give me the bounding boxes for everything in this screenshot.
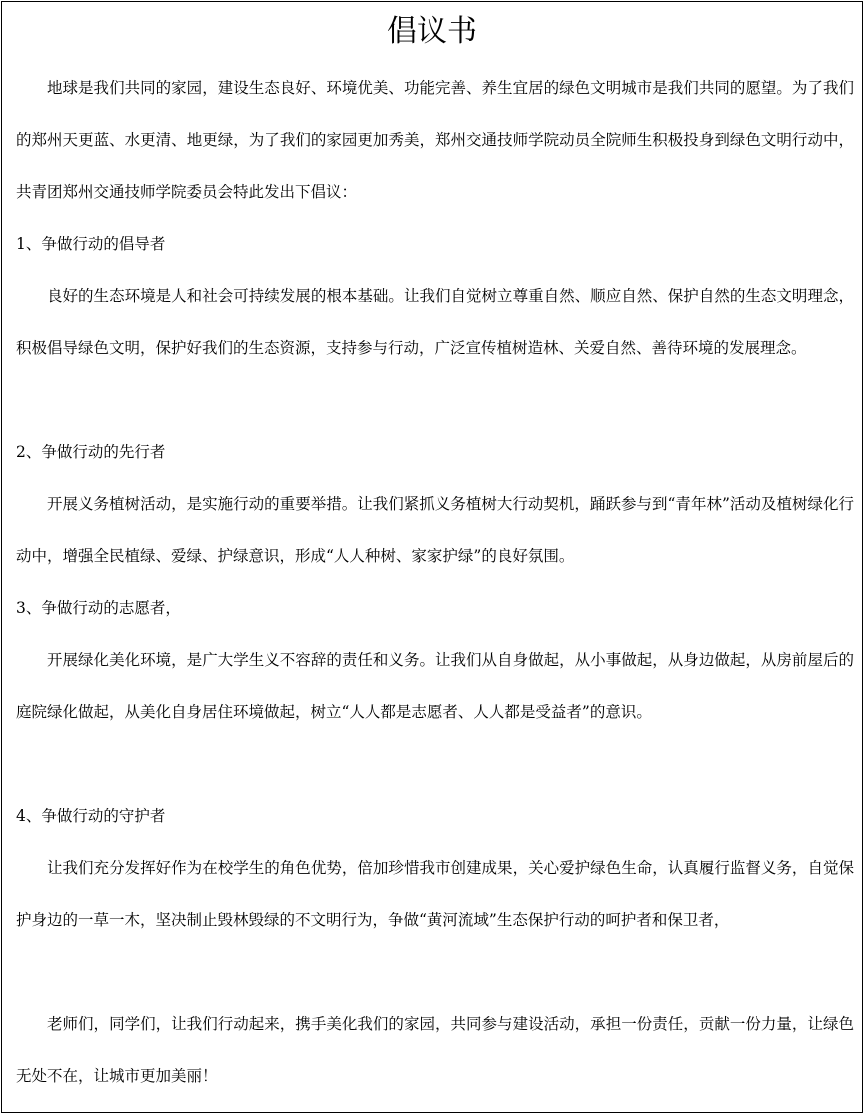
section-4-body: 让我们充分发挥好作为在校学生的角色优势，倍加珍惜我市创建成果，关心爱护绿色生命，认真履行监督义务，自觉保护身边的一草一木，坚决制止毁林毁绿的不文明行为，争做“黄河流域”生态保护行动的呵护者和保卫者， [16,859,854,929]
section-2-body: 开展义务植树活动，是实施行动的重要举措。让我们紧抓义务植树大行动契机，踊跃参与到“青年林”活动及植树绿化行动中，增强全民植绿、爱绿、护绿意识，形成“人人种树、家家护绿”的良好氛围。 [16,495,854,565]
section-1-body: 良好的生态环境是人和社会可持续发展的根本基础。让我们自觉树立尊重自然、顺应自然、保护自然的生态文明理念，积极倡导绿色文明，保护好我们的生态资源，支持参与行动，广泛宣传植树造林、关爱自然、善待环境的发展理念。 [16,287,854,357]
document-page [1,1,863,1113]
section-4-heading: 4、争做行动的守护者 [16,807,166,825]
intro-paragraph: 地球是我们共同的家园，建设生态良好、环境优美、功能完善、养生宜居的绿色文明城市是我们共同的愿望。为了我们的郑州天更蓝、水更清、地更绿，为了我们的家园更加秀美，郑州交通技师学院动员全院师生积极投身到绿色文明行动中，共青团郑州交通技师学院委员会特此发出下倡议： [16,79,854,201]
section-3-heading: 3、争做行动的志愿者， [16,599,181,617]
section-1-heading: 1、争做行动的倡导者 [16,235,166,253]
closing-paragraph: 老师们，同学们，让我们行动起来，携手美化我们的家园，共同参与建设活动，承担一份责任，贡献一份力量，让绿色无处不在，让城市更加美丽！ [16,1015,854,1085]
section-2-heading: 2、争做行动的先行者 [16,443,166,461]
document-title: 倡议书 [387,14,477,49]
section-3-body: 开展绿化美化环境，是广大学生义不容辞的责任和义务。让我们从自身做起，从小事做起，从身边做起，从房前屋后的庭院绿化做起，从美化自身居住环境做起，树立“人人都是志愿者、人人都是受益者”的意识。 [16,651,854,721]
